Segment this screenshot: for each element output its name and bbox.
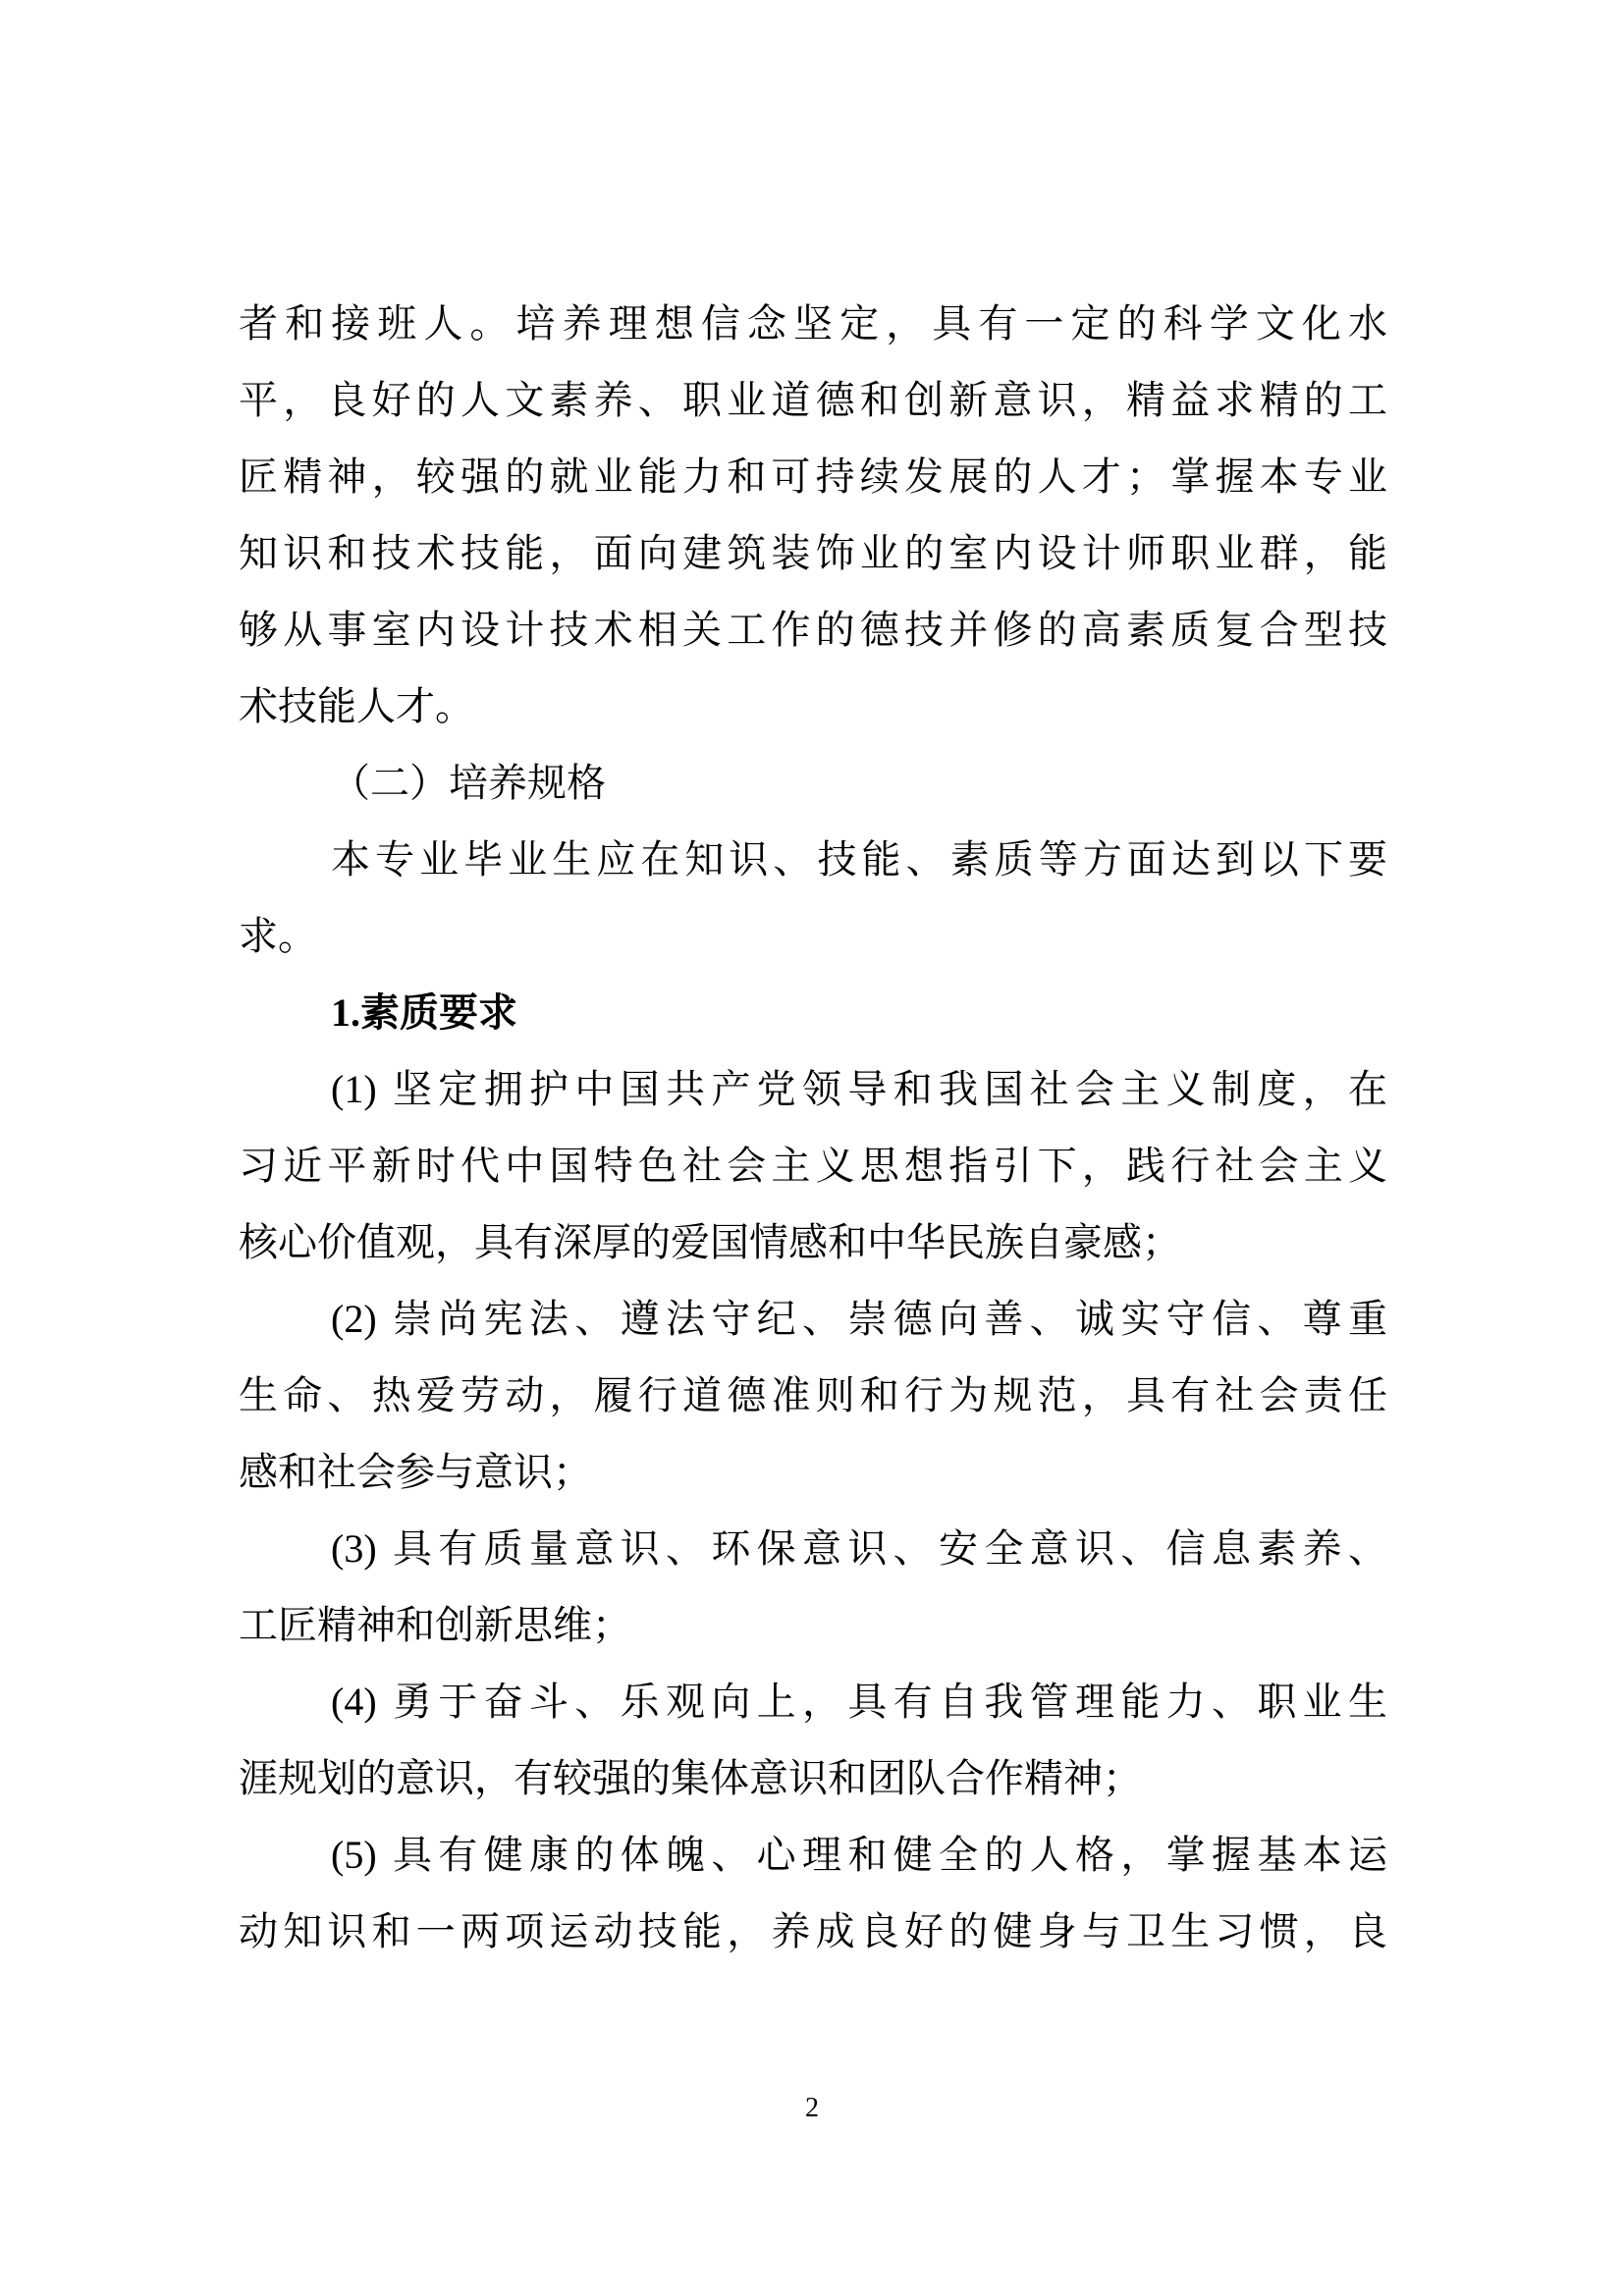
- text-line: 感和社会参与意识；: [239, 1450, 592, 1494]
- document-body: [239, 286, 1387, 1970]
- text-line: 者和接班人。培养理想信念坚定，具有一定的科学文化水: [239, 301, 1387, 346]
- text-line: 核心价值观，具有深厚的爱国情感和中华民族自豪感；: [239, 1220, 1181, 1264]
- text-line: 术技能人才。: [239, 684, 474, 728]
- text-line: 工匠精神和创新思维；: [239, 1603, 631, 1647]
- text-line: 涯规划的意识，有较强的集体意识和团队合作精神；: [239, 1756, 1142, 1800]
- text-line: 习近平新时代中国特色社会主义思想指引下，践行社会主义: [239, 1144, 1387, 1188]
- text-line: 生命、热爱劳动，履行道德准则和行为规范，具有社会责任: [239, 1373, 1387, 1417]
- text-line: 本专业毕业生应在知识、技能、素质等方面达到以下要: [331, 837, 1387, 881]
- text-line: (5) 具有健康的体魄、心理和健全的人格，掌握基本运: [331, 1833, 1387, 1877]
- text-line: (2) 崇尚宪法、遵法守纪、崇德向善、诚实守信、尊重: [331, 1297, 1387, 1341]
- section-heading: （二）培养规格: [331, 761, 606, 805]
- page-number: 2: [805, 2093, 819, 2123]
- text-line: 求。: [239, 914, 317, 958]
- text-line: (3) 具有质量意识、环保意识、安全意识、信息素养、: [331, 1526, 1387, 1571]
- subsection-heading: 1.素质要求: [331, 990, 517, 1035]
- text-line: 平，良好的人文素养、职业道德和创新意识，精益求精的工: [239, 378, 1387, 422]
- text-line: (4) 勇于奋斗、乐观向上，具有自我管理能力、职业生: [331, 1680, 1387, 1724]
- text-line: 匠精神，较强的就业能力和可持续发展的人才；掌握本专业: [239, 454, 1387, 499]
- text-line: (1) 坚定拥护中国共产党领导和我国社会主义制度，在: [331, 1067, 1387, 1111]
- text-line: 够从事室内设计技术相关工作的德技并修的高素质复合型技: [239, 608, 1387, 652]
- text-line: 知识和技术技能，面向建筑装饰业的室内设计师职业群，能: [239, 531, 1387, 575]
- text-line: 动知识和一两项运动技能，养成良好的健身与卫生习惯，良: [239, 1909, 1387, 1953]
